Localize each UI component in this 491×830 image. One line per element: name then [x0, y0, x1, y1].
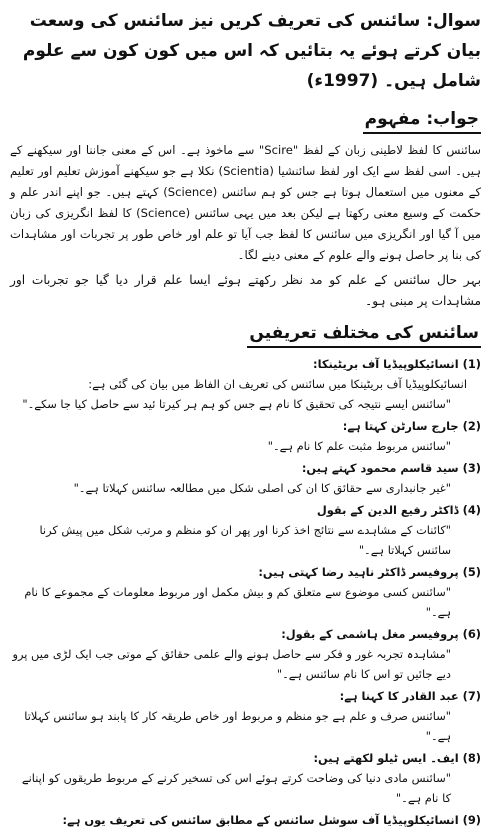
- definition-number: (2): [462, 419, 481, 433]
- definition-number: (6): [462, 627, 481, 641]
- definition-quote: "سائنس کسی موضوع سے متعلق کم و بیش مکمل اور مربوط معلومات کے مجموعے کا نام ہے۔": [24, 585, 451, 619]
- definition-source: سید قاسم محمود کہتے ہیں:: [301, 461, 459, 475]
- definition-number: (9): [462, 813, 481, 827]
- definition-item: [10, 624, 481, 684]
- definition-number: (3): [462, 461, 481, 475]
- definition-source: جارج سارٹن کہتا ہے:: [342, 419, 459, 433]
- definition-source: ایف۔ ایس ٹیلو لکھتے ہیں:: [313, 751, 459, 765]
- definition-quote: "کائنات کے مشاہدے سے نتائج اخذ کرنا اور پھر ان کو منظم و مرتب شکل میں پیش کرنا سائنس کہلاتا ہے۔": [39, 523, 451, 557]
- summary-paragraph: بہر حال سائنس کے علم کو مد نظر رکھتے ہوئے ایسا علم قرار دیا گیا جو تجربات اور مشاہدات پر مبنی ہو۔: [10, 273, 481, 308]
- definitions-list: [10, 354, 481, 830]
- definition-intro: انسائیکلوپیڈیا آف بریٹینکا میں سائنس کی تعریف ان الفاظ میں بیان کی گئی ہے:: [88, 377, 467, 391]
- definition-number: (8): [462, 751, 481, 765]
- definition-source: پروفیسر مغل ہاشمی کے بقول:: [281, 627, 459, 641]
- definition-number: (4): [462, 503, 481, 517]
- definition-quote: "سائنس مادی دنیا کی وضاحت کرتے ہوئے اس کی تسخیر کرنے کے مربوط طریقوں کو اپنانے کا نام ہے۔": [21, 771, 451, 805]
- definition-source: ڈاکٹر رفیع الدین کے بقول: [316, 503, 459, 517]
- definition-quote: "غیر جانبداری سے حقائق کا ان کی اصلی شکل میں مطالعہ سائنس کہلاتا ہے۔": [73, 481, 451, 495]
- definition-number: (5): [462, 565, 481, 579]
- definition-item: [10, 500, 481, 560]
- definition-quote: "مشاہدہ تجربہ غور و فکر سے حاصل ہونے والے علمی حقائق کے موتی جب ایک لڑی میں پرو دیے جائیں تو اس کا نام سائنس ہے۔": [12, 647, 451, 681]
- definition-source: انسائیکلوپیڈیا آف سوشل سائنس کے مطابق سائنس کی تعریف یوں ہے:: [62, 813, 459, 827]
- definition-source: پروفیسر ڈاکٹر ناہید رضا کہتی ہیں:: [258, 565, 459, 579]
- question-text: سوال: سائنس کی تعریف کریں نیز سائنس کی وسعت بیان کرتے ہوئے یہ بتائیں کہ اس میں کون کون سے علوم شامل ہیں۔ (1997ء): [22, 11, 481, 91]
- answer-heading: جواب: مفہوم: [363, 106, 481, 134]
- definition-quote: "سائنس صرف و علم ہے جو منظم و مربوط اور خاص طریقہ کار کا پابند ہو سائنس کہلاتا ہے۔": [24, 709, 451, 743]
- definition-item: [10, 416, 481, 456]
- definition-item: [10, 354, 481, 414]
- definition-item: [10, 562, 481, 622]
- definition-source: عبد القادر کا کہنا ہے:: [339, 689, 459, 703]
- definition-item: [10, 458, 481, 498]
- definition-source: انسائیکلوپیڈیا آف بریٹینکا:: [313, 357, 459, 371]
- definition-quote: "سائنس ایسے نتیجہ کی تحقیق کا نام ہے جس کو ہم ہر کیرتا ئید سے حاصل کیا جا سکے۔": [22, 397, 451, 411]
- definition-item: [10, 748, 481, 808]
- definitions-heading: سائنس کی مختلف تعریفیں: [247, 320, 481, 348]
- definition-number: (1): [462, 357, 481, 371]
- definition-number: (7): [462, 689, 481, 703]
- meaning-paragraph: سائنس کا لفظ لاطینی زبان کے لفظ "Scire" سے ماخوذ ہے۔ اس کے معنی جاننا اور سیکھنے کے ہیں۔ اسی لفظ سے ایک اور لفظ سائنشیا (Scientia) نکلا ہے جو سیکھنے آموزش تعلیم اور تعلیم کے معنوں میں استعمال ہوتا ہے جس کو ہم سائنس (Science) کہتے ہیں۔ جو اپنے اندر علم و حکمت کے وسیع معنی رکھتا ہے لیکن بعد میں یہی سائنس (Science) کا لفظ انگریزی کی زبان میں آ گیا اور انگریزی میں سائنس کا لفظ جب آیا تو علم اور خاص طور پر تجربات اور مشاہدات کی بنا پر حاصل ہونے والے علوم کے معنی دینے لگا۔: [10, 143, 481, 262]
- definition-item: [10, 686, 481, 746]
- definition-item: [10, 810, 481, 830]
- definition-quote: "سائنس مربوط مثبت علم کا نام ہے۔": [267, 439, 451, 453]
